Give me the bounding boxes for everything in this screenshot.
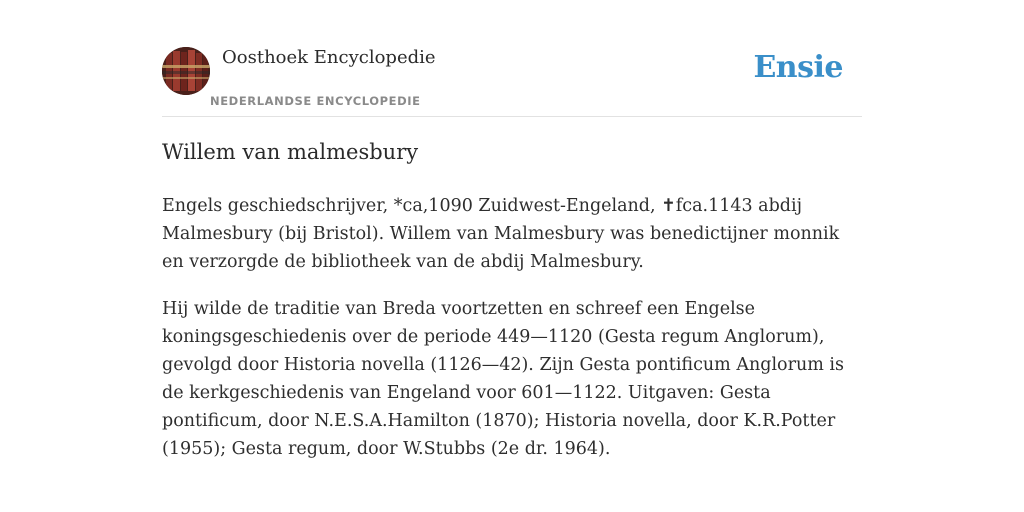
site-subtitle: NEDERLANDSE ENCYCLOPEDIE <box>210 94 421 108</box>
article-title: Willem van malmesbury <box>162 140 419 164</box>
brand-logo[interactable]: Ensie <box>753 50 843 85</box>
avatar[interactable] <box>162 47 210 95</box>
article-body <box>162 192 862 482</box>
header <box>162 46 862 117</box>
article-paragraph: Engels geschiedschrijver, *ca,1090 Zuidwest-Engeland, ✝fca.1143 abdij Malmesbury (bij Bristol). Willem van Malmesbury was benedictijner monnik en verzorgde de bibliotheek van de abdij Malmesbury. <box>162 196 840 272</box>
books-icon <box>162 47 210 95</box>
article-paragraph: Hij wilde de traditie van Breda voortzetten en schreef een Engelse koningsgeschiedenis over de periode 449—1120 (Gesta regum Anglorum), gevolgd door Historia novella (1126—42). Zijn Gesta pontificum Anglorum is de kerkgeschiedenis van Engeland voor 601—1122. Uitgaven: Gesta pontificum, door N.E.S.A.Hamilton (1870); Historia novella, door K.R.Potter (1955); Gesta regum, door W.Stubbs (2e dr. 1964). <box>162 299 844 459</box>
site-name[interactable]: Oosthoek Encyclopedie <box>222 47 436 68</box>
